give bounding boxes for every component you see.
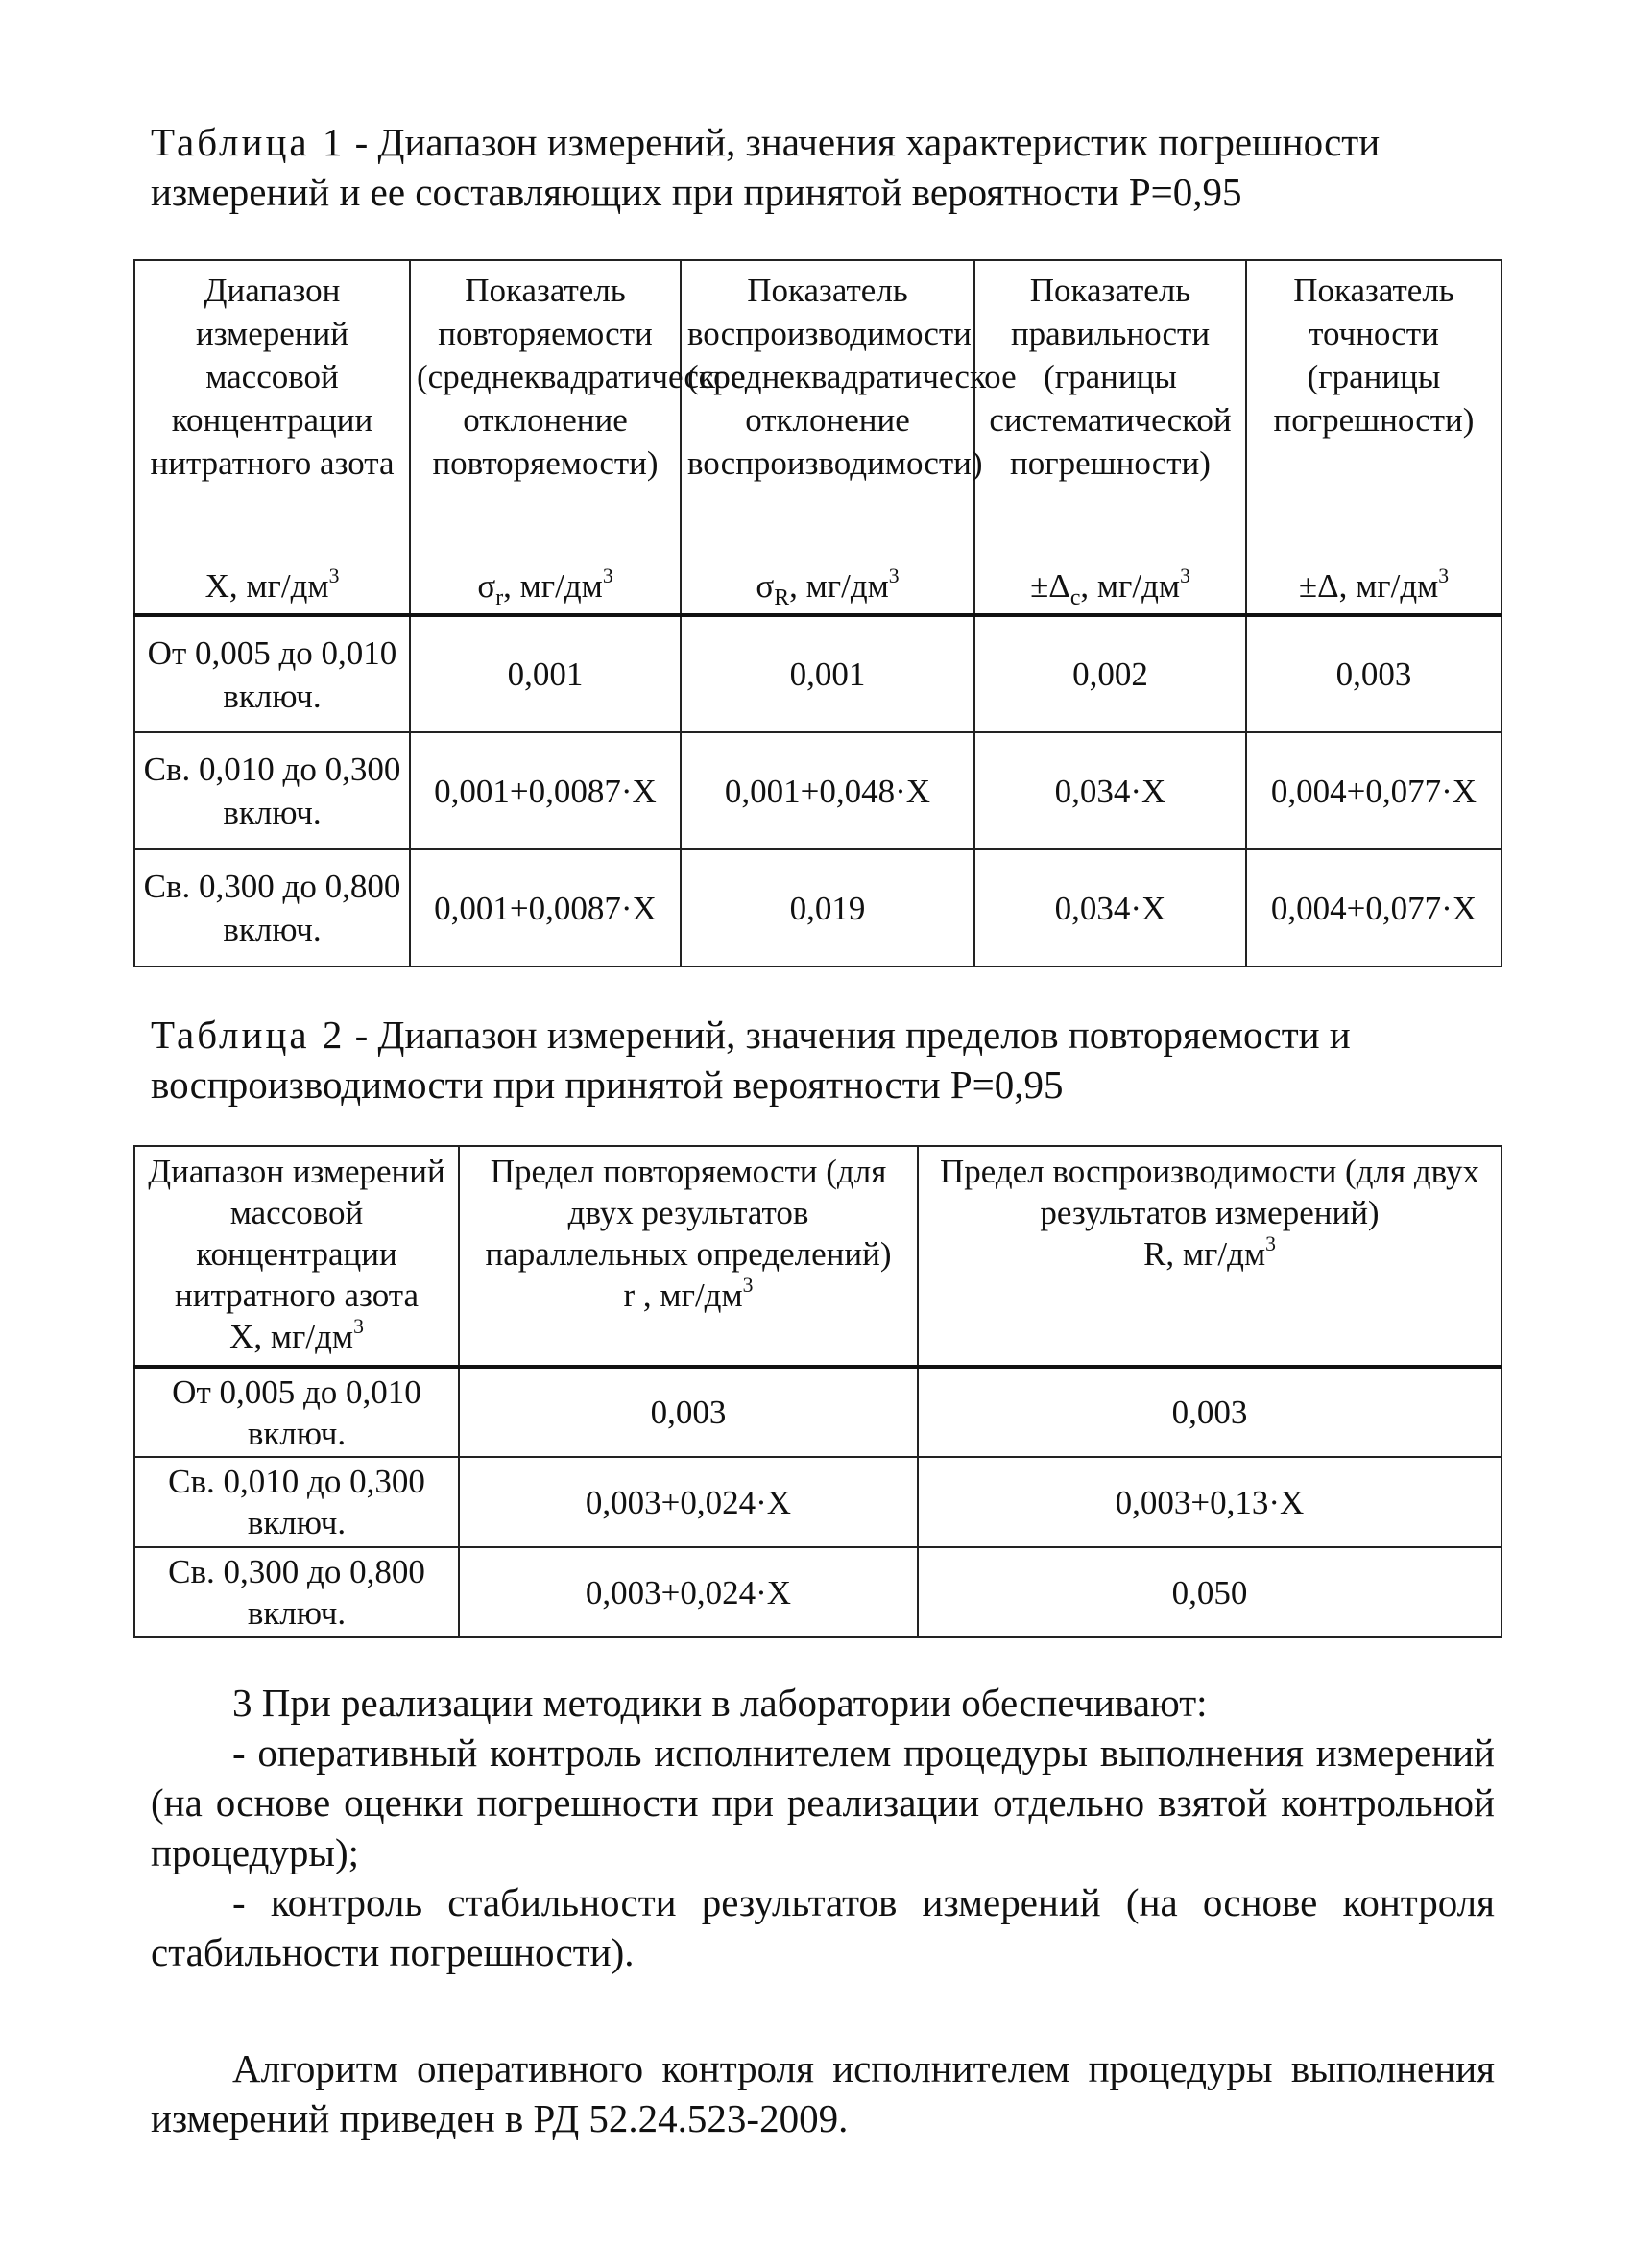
table1-header-range [134, 260, 410, 615]
header-text: Диапазон измерений массовой концентрации нитратного азота [150, 272, 395, 482]
table2-caption-label: Таблица 2 [151, 1013, 346, 1057]
section-3-item: - контроль стабильности результатов измерений (на основе контроля стабильности погрешности). [151, 1880, 1495, 1974]
header-text: Показатель воспроизводимости (среднеквадратическое отклонение воспроизводимости) [687, 272, 1017, 482]
header-text: Диапазон измерений массовой концентрации нитратного азота [148, 1153, 445, 1314]
table2 [133, 1145, 1502, 1638]
header-unit: $\pm\Delta_c$, $мг/дм^3$ [1030, 564, 1190, 610]
header-unit: $\sigma_r$, $мг/дм^3$ [477, 564, 613, 610]
table1-cell: 0,001+0,0087·Х [410, 849, 681, 967]
table1-header-repeatability [410, 260, 746, 615]
table1-cell: 0,001 [681, 615, 974, 732]
header-unit: $\sigma_R$, $мг/дм^3$ [756, 564, 900, 610]
section-3-intro: 3 При реализации методики в лаборатории обеспечивают: [232, 1681, 1208, 1725]
table-row [134, 732, 1501, 849]
table2-cell: 0,003+0,024·Х [459, 1457, 918, 1547]
header-text: Показатель повторяемости (среднеквадратическое отклонение повторяемости) [417, 272, 746, 482]
table2-cell-range: От 0,005 до 0,010 включ. [134, 1367, 459, 1457]
header-unit: Х, $мг/дм^3$ [204, 564, 340, 605]
table2-cell-range: Св. 0,010 до 0,300 включ. [134, 1457, 459, 1547]
table2-header-range [134, 1146, 459, 1367]
table2-cell: 0,003 [918, 1367, 1501, 1457]
header-unit: ±Δ, $мг/дм^3$ [1298, 564, 1450, 605]
table-row [134, 1457, 1501, 1547]
table2-cell-range: Св. 0,300 до 0,800 включ. [134, 1547, 459, 1637]
table2-cell: 0,003+0,024·Х [459, 1547, 918, 1637]
table1-cell: 0,019 [681, 849, 974, 967]
table1-cell-range: Св. 0,300 до 0,800 включ. [134, 849, 410, 967]
table1-caption-label: Таблица 1 [151, 120, 346, 164]
table1 [133, 259, 1502, 967]
table1-header-reproducibility [681, 260, 1017, 615]
table1-cell: 0,004+0,077·Х [1246, 849, 1501, 967]
table-row [134, 849, 1501, 967]
table1-cell: 0,001+0,0087·Х [410, 732, 681, 849]
header-unit: r , $мг/дм^3$ [623, 1274, 754, 1314]
table-row [134, 615, 1501, 732]
table2-header-reproducibility-limit [918, 1146, 1501, 1367]
table1-cell-range: От 0,005 до 0,010 включ. [134, 615, 410, 732]
header-text: Показатель правильности (границы систематической погрешности) [989, 272, 1232, 482]
table1-header-row [134, 260, 1501, 615]
table1-cell: 0,002 [974, 615, 1246, 732]
section-3 [151, 1678, 1495, 1977]
table2-cell: 0,003+0,13·Х [918, 1457, 1501, 1547]
header-text: Предел воспроизводимости (для двух результатов измерений) [940, 1153, 1479, 1231]
table-row [134, 1367, 1501, 1457]
table-row [134, 1547, 1501, 1637]
header-unit: Х, $мг/дм^3$ [229, 1315, 364, 1355]
table1-cell: 0,001 [410, 615, 681, 732]
table1-header-correctness [974, 260, 1246, 615]
table1-cell: 0,003 [1246, 615, 1501, 732]
table1-caption-text: - Диапазон измерений, значения характеристик погрешности измерений и ее составляющих при принятой вероятности Р=0,95 [151, 120, 1381, 214]
table2-caption [151, 1010, 1495, 1110]
table1-cell: 0,004+0,077·Х [1246, 732, 1501, 849]
table2-caption-text: - Диапазон измерений, значения пределов повторяемости и воспроизводимости при принятой вероятности Р=0,95 [151, 1013, 1351, 1107]
table1-cell: 0,001+0,048·Х [681, 732, 974, 849]
algorithm-text: Алгоритм оперативного контроля исполнителем процедуры выполнения измерений приведен в РД 52.24.523-2009. [151, 2046, 1495, 2140]
table1-cell: 0,034·Х [974, 732, 1246, 849]
header-text: Предел повторяемости (для двух результатов параллельных определений) [485, 1153, 892, 1273]
algorithm-paragraph [151, 2043, 1495, 2143]
table2-cell: 0,050 [918, 1547, 1501, 1637]
header-text: Показатель точности (границы погрешности) [1273, 272, 1475, 439]
table2-header-repeatability-limit [459, 1146, 918, 1367]
table2-cell: 0,003 [459, 1367, 918, 1457]
header-unit: R, $мг/дм^3$ [1143, 1232, 1276, 1273]
section-3-item: - оперативный контроль исполнителем процедуры выполнения измерений (на основе оценки погрешности при реализации отдельно взятой контрольной процедуры); [151, 1731, 1495, 1874]
table1-header-accuracy [1246, 260, 1501, 615]
table1-caption [151, 117, 1495, 217]
table1-cell: 0,034·Х [974, 849, 1246, 967]
table1-cell-range: Св. 0,010 до 0,300 включ. [134, 732, 410, 849]
table2-header-row [134, 1146, 1501, 1367]
